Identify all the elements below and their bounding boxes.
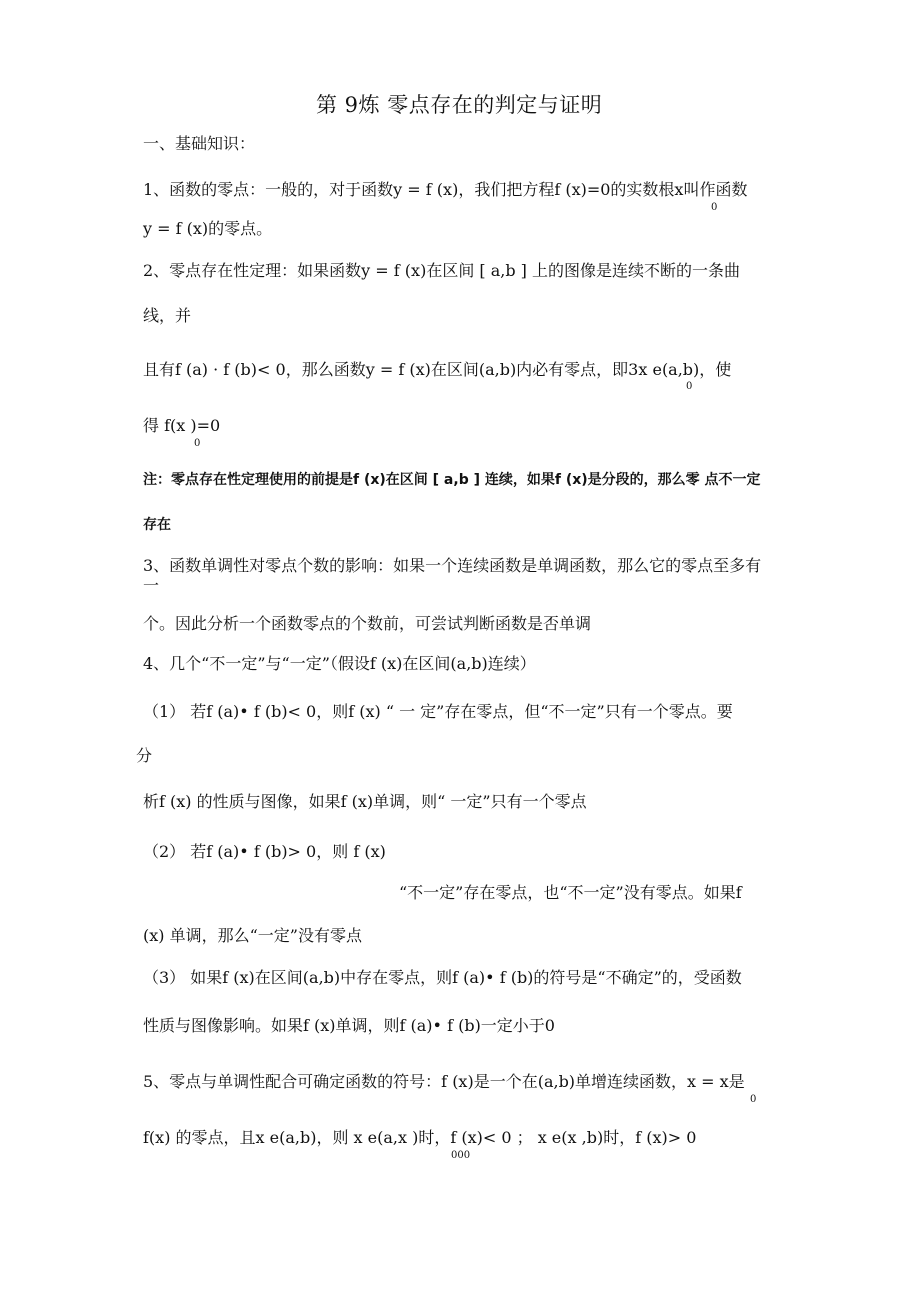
subscript: 0 bbox=[686, 381, 693, 392]
paragraph-line: 5、零点与单调性配合可确定函数的符号：f (x)是一个在(a,b)单增连续函数，x = x是 bbox=[143, 1072, 745, 1091]
paragraph-line: （1） 若f (a)• f (b)< 0，则f (x) “ 一 定”存在零点，但“不一定”只有一个零点。要 bbox=[143, 702, 733, 721]
paragraph-line: 性质与图像影响。如果f (x)单调，则f (a)• f (b)一定小于0 bbox=[143, 1016, 555, 1035]
paragraph-line: “不一定”存在零点，也“不一定”没有零点。如果f bbox=[399, 883, 742, 902]
paragraph-line: (x) 单调，那么“一定”没有零点 bbox=[143, 926, 362, 945]
paragraph-line: （3） 如果f (x)在区间(a,b)中存在零点，则f (a)• f (b)的符号是“不确定”的，受函数 bbox=[143, 968, 742, 987]
paragraph-line: 一 bbox=[143, 576, 160, 595]
subscript: 000 bbox=[451, 1150, 471, 1161]
paragraph-line: 2、零点存在性定理：如果函数y = f (x)在区间 [ a,b ] 上的图像是连续不断的一条曲 bbox=[143, 261, 741, 280]
paragraph-line: 得 f(x )=0 bbox=[143, 416, 221, 435]
paragraph-line: 析f (x) 的性质与图像，如果f (x)单调，则“ 一定”只有一个零点 bbox=[143, 792, 587, 811]
paragraph-line: 1、函数的零点：一般的，对于函数y = f (x)，我们把方程f (x)=0的实数根x叫作函数 bbox=[143, 180, 748, 199]
paragraph-line: 分 bbox=[136, 746, 153, 765]
paragraph-line: （2） 若f (a)• f (b)> 0，则 f (x) bbox=[143, 842, 386, 861]
paragraph-line: 4、几个“不一定”与“一定”（假设f (x)在区间(a,b)连续） bbox=[143, 654, 536, 673]
subscript: 0 bbox=[750, 1094, 757, 1105]
paragraph-line: f(x) 的零点，且x e(a,b)，则 x e(a,x )时，f (x)< 0 ； x e(x ,b)时，f (x)> 0 bbox=[143, 1128, 697, 1147]
note-line: 注：零点存在性定理使用的前提是f (x)在区间 [ a,b ] 连续，如果f (x)是分段的，那么零 点不一定 bbox=[143, 472, 761, 488]
page-title: 第 9炼 零点存在的判定与证明 bbox=[316, 93, 603, 117]
paragraph-line: y = f (x)的零点。 bbox=[143, 219, 273, 238]
section-heading: 一、基础知识： bbox=[143, 134, 256, 153]
paragraph-line: 线，并 bbox=[143, 306, 192, 325]
subscript: 0 bbox=[711, 202, 718, 213]
paragraph-line: 且有f (a) · f (b)< 0，那么函数y = f (x)在区间(a,b)内必有零点，即3x e(a,b)，使 bbox=[143, 360, 732, 379]
paragraph-line: 个。因此分析一个函数零点的个数前，可尝试判断函数是否单调 bbox=[143, 614, 592, 633]
subscript: 0 bbox=[194, 438, 201, 449]
paragraph-line: 3、函数单调性对零点个数的影响：如果一个连续函数是单调函数，那么它的零点至多有 bbox=[143, 556, 762, 575]
note-line: 存在 bbox=[143, 517, 171, 533]
